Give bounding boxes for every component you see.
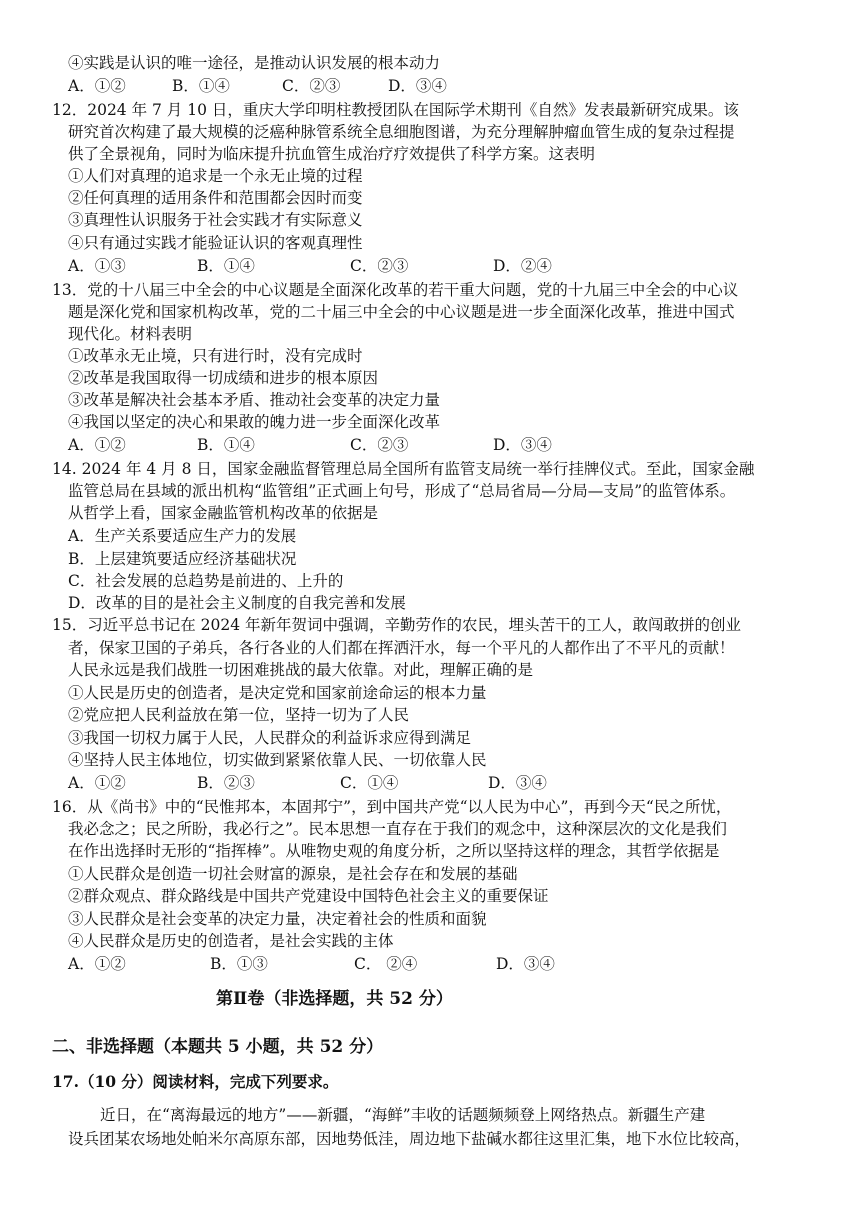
- q15-option-2: ②党应把人民利益放在第一位，坚持一切为了人民: [68, 706, 410, 724]
- q15-option-3: ③我国一切权力属于人民，人民群众的利益诉求应得到满足: [68, 729, 472, 747]
- q12-stem-line-3: 供了全景视角，同时为临床提升抗血管生成治疗疗效提供了科学方案。这表明: [68, 145, 596, 163]
- q13-stem-line-1: 13．党的十八届三中全会的中心议题是全面深化改革的若干重大问题，党的十九届三中全会的中心议: [52, 281, 739, 299]
- q14-stem-line-3: 从哲学上看，国家金融监管机构改革的依据是: [68, 504, 379, 522]
- q17-title: 17.（10 分）阅读材料，完成下列要求。: [52, 1072, 339, 1091]
- q15-choice-c: C．①④: [340, 774, 399, 792]
- q15-option-1: ①人民是历史的创造者，是决定党和国家前途命运的根本力量: [68, 684, 487, 702]
- q11-choice-d: D．③④: [388, 77, 447, 95]
- q12-stem-line-1: 12．2024 年 7 月 10 日，重庆大学印明柱教授团队在国际学术期刊《自然》发表最新研究成果。该: [52, 101, 739, 119]
- q13-option-1: ①改革永无止境，只有进行时，没有完成时: [68, 347, 363, 365]
- q12-answer-choices: [68, 255, 768, 277]
- q13-choice-b: B．①④: [197, 436, 255, 454]
- q14-choice-c: C．社会发展的总趋势是前进的、上升的: [68, 572, 344, 590]
- q16-option-1: ①人民群众是创造一切社会财富的源泉，是社会存在和发展的基础: [68, 865, 518, 883]
- q12-choice-b: B．①④: [197, 257, 255, 275]
- q12-option-2: ②任何真理的适用条件和范围都会因时而变: [68, 189, 363, 207]
- q13-option-3: ③改革是解决社会基本矛盾、推动社会变革的决定力量: [68, 391, 441, 409]
- q15-choice-b: B．②③: [197, 774, 255, 792]
- q13-choice-c: C．②③: [350, 436, 409, 454]
- q12-choice-c: C．②③: [350, 257, 409, 275]
- q16-choice-d: D．③④: [496, 955, 555, 973]
- q13-answer-choices: [68, 434, 768, 456]
- q16-option-3: ③人民群众是社会变革的决定力量，决定着社会的性质和面貌: [68, 910, 487, 928]
- q16-stem-line-3: 在作出选择时无形的“指挥棒”。从唯物史观的角度分析，之所以坚持这样的理念，其哲学依据是: [68, 842, 720, 860]
- q16-option-4: ④人民群众是历史的创造者，是社会实践的主体: [68, 932, 394, 950]
- q13-stem-line-2: 题是深化党和国家机构改革，党的二十届三中全会的中心议题是进一步全面深化改革，推进中国式: [68, 303, 735, 321]
- q15-answer-choices: [68, 772, 768, 794]
- q15-choice-d: D．③④: [488, 774, 547, 792]
- q16-stem-line-2: 我必念之；民之所盼，我必行之”。民本思想一直存在于我们的观念中，这种深层次的文化是我们: [68, 820, 727, 838]
- q15-stem-line-1: 15．习近平总书记在 2024 年新年贺词中强调，辛勤劳作的农民，埋头苦干的工人，敢闯敢拼的创业: [52, 616, 742, 634]
- q12-option-3: ③真理性认识服务于社会实践才有实际意义: [68, 211, 363, 229]
- q11-choice-a: A．①②: [68, 77, 126, 95]
- q11-choice-b: B．①④: [172, 77, 230, 95]
- q15-option-4: ④坚持人民主体地位，切实做到紧紧依靠人民、一切依靠人民: [68, 751, 487, 769]
- q12-choice-d: D．②④: [493, 257, 552, 275]
- q13-choice-d: D．③④: [493, 436, 552, 454]
- q12-option-1: ①人们对真理的追求是一个永无止境的过程: [68, 167, 363, 185]
- q16-option-2: ②群众观点、群众路线是中国共产党建设中国特色社会主义的重要保证: [68, 887, 549, 905]
- q11-option-4: ④实践是认识的唯一途径，是推动认识发展的根本动力: [68, 54, 441, 72]
- q12-stem-line-2: 研究首次构建了最大规模的泛癌种脉管系统全息细胞图谱，为充分理解肿瘤血管生成的复杂过程提: [68, 123, 735, 141]
- q13-option-2: ②改革是我国取得一切成绩和进步的根本原因: [68, 369, 379, 387]
- q11-choice-c: C．②③: [282, 77, 341, 95]
- q14-choice-a: A．生产关系要适应生产力的发展: [68, 527, 297, 545]
- q16-answer-choices: [68, 953, 768, 975]
- q15-choice-a: A．①②: [68, 774, 126, 792]
- q12-option-4: ④只有通过实践才能验证认识的客观真理性: [68, 234, 363, 252]
- q15-stem-line-2: 者，保家卫国的子弟兵，各行各业的人们都在挥洒汗水，每一个平凡的人都作出了不平凡的贡献！: [68, 639, 735, 657]
- q16-choice-c: C． ②④: [354, 955, 418, 973]
- section-2-title: 二、非选择题（本题共 5 小题，共 52 分）: [52, 1037, 384, 1057]
- q15-stem-line-3: 人民永远是我们战胜一切困难挑战的最大依靠。对此，理解正确的是: [68, 661, 534, 679]
- q12-choice-a: A．①③: [68, 257, 126, 275]
- q11-answer-choices: [68, 75, 768, 97]
- q17-material-line-1: 近日，在“离海最远的地方”——新疆，“海鲜”丰收的话题频频登上网络热点。新疆生产建: [100, 1106, 706, 1124]
- q14-choice-b: B．上层建筑要适应经济基础状况: [68, 550, 297, 568]
- q14-stem-line-1: 14. 2024 年 4 月 8 日，国家金融监督管理总局全国所有监管支局统一举行挂牌仪式。至此，国家金融: [52, 460, 755, 478]
- q14-choice-d: D．改革的目的是社会主义制度的自我完善和发展: [68, 594, 406, 612]
- q13-choice-a: A．①②: [68, 436, 126, 454]
- part-2-title: 第Ⅱ卷（非选择题，共 52 分）: [216, 989, 453, 1009]
- q16-choice-b: B．①③: [210, 955, 268, 973]
- q17-material-line-2: 设兵团某农场地处帕米尔高原东部，因地势低洼，周边地下盐碱水都往这里汇集，地下水位比较高，: [68, 1130, 751, 1148]
- q16-choice-a: A．①②: [68, 955, 126, 973]
- q16-stem-line-1: 16．从《尚书》中的“民惟邦本，本固邦宁”，到中国共产党“以人民为中心”，再到今天“民之所忧，: [52, 798, 732, 816]
- q13-option-4: ④我国以坚定的决心和果敢的魄力进一步全面深化改革: [68, 413, 441, 431]
- q14-stem-line-2: 监管总局在县域的派出机构“监管组”正式画上句号，形成了“总局省局—分局—支局”的监管体系。: [68, 482, 736, 500]
- q13-stem-line-3: 现代化。材料表明: [68, 325, 193, 343]
